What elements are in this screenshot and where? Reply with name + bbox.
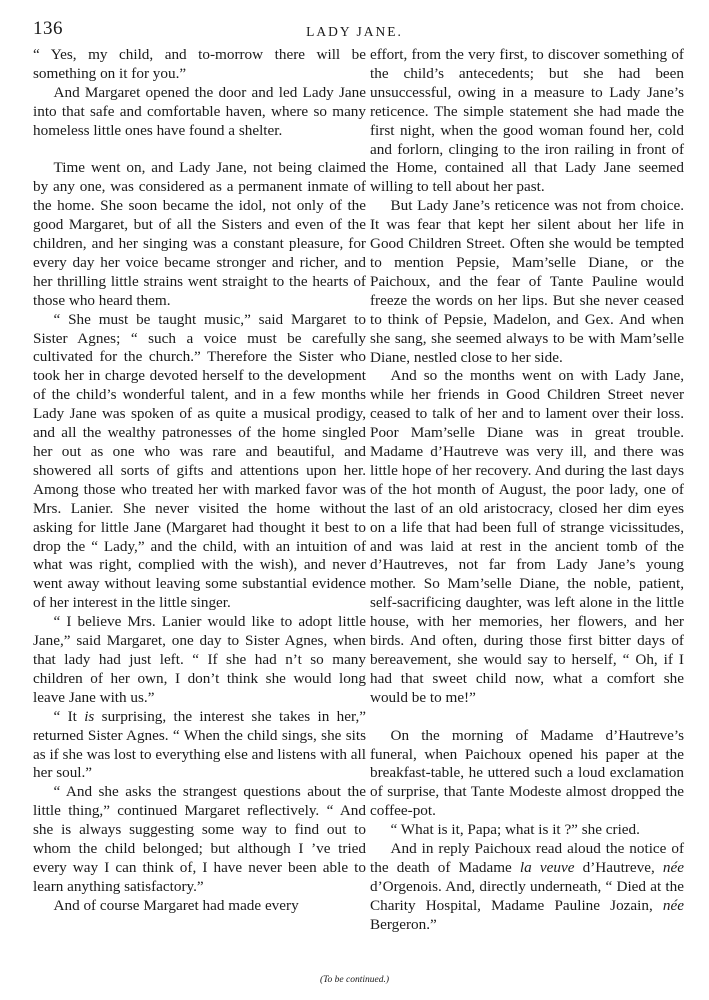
text-run: “ It <box>53 707 85 725</box>
paragraph: effort, from the very first, to discover something of the child’s antecedents; but she had been unsuccessful, owing in a measure to Lady Jane’s reticence. The simple statement she had made the first night, when the good woman found her, cold and forlorn, clinging to the iron railing in front of the Home, contained all that Lady Jane seemed willing to tell about her past. <box>370 46 684 196</box>
text-run: surprising, the interest she takes in her,” returned Sister Agnes. “ When the child sings, she sits as if she was lost to everything else and listens with all her soul.” <box>33 707 366 782</box>
paragraph <box>370 840 684 935</box>
section-break <box>33 141 366 160</box>
text-run: d’Hautreve, <box>574 858 663 876</box>
paragraph: And of course Margaret had made every <box>53 896 299 914</box>
emphasis: née <box>662 858 684 876</box>
continued-note: (To be continued.) <box>319 975 390 985</box>
page-number: 136 <box>33 18 63 39</box>
paragraph: But Lady Jane’s reticence was not from choice. It was fear that kept her silent about her life in Good Children Street. Often she would be tempted to mention Pepsie, Mam’selle Diane, or the Paichoux, and the fear of Tante Pauline would freeze the words on her lips. But she never ceased to think of Pepsie, Madelon, and Gex. And when she sang, she seemed always to be with Mam’selle Diane, nestled close to her side. <box>370 197 684 366</box>
section-break <box>370 708 684 727</box>
emphasis: née <box>662 896 684 914</box>
paragraph: Time went on, and Lady Jane, not being claimed by any one, was considered as a permanent inmate of the home. She soon became the idol, not only of the good Margaret, but of all the Sisters and even of the children, and her singing was a constant pleasure, for every day her voice became stronger and richer, and her thrilling little strains went straight to the hearts of those who heard them. <box>33 159 366 309</box>
paragraph: “ What is it, Papa; what is it ?” she cried. <box>390 821 640 839</box>
right-column <box>370 46 684 935</box>
paragraph: “ She must be taught music,” said Margaret to Sister Agnes; “ such a voice must be carefully cultivated for the church.” Therefore the Sister who took her in charge devoted herself to the development of the child’s wonderful talent, and in a few months Lady Jane was spoken of as quite a musical prodigy, and all the wealthy patronesses of the home singled her out as one who was rare and beautiful, and showered all sorts of gifts and attentions upon her. Among those who treated her with marked favor was Mrs. Lanier. She never visited the home without asking for little Jane (Margaret had thought it best to drop the “ Lady,” and the child, with an intuition of what was right, complied with the wish), and never went away without leaving some substantial evidence of her interest in the little singer. <box>33 310 366 612</box>
paragraph: And Margaret opened the door and led Lady Jane into that safe and comfortable haven, where so many homeless little ones have found a shelter. <box>33 83 366 139</box>
emphasis: la veuve <box>519 858 575 876</box>
paragraph: On the morning of Madame d’Hautreve’s funeral, when Paichoux opened his paper at the breakfast-table, he uttered such a loud exclamation of surprise, that Tante Modeste almost dropped the coffee-pot. <box>370 726 684 820</box>
emphasis: is <box>84 707 95 725</box>
paragraph: “ Yes, my child, and to-morrow there will be something on it for you.” <box>33 46 366 82</box>
page-header <box>0 0 709 48</box>
paragraph: “ And she asks the strangest questions about the little thing,” continued Margaret reflectively. “ And she is always suggesting some way to find out to whom the child belonged; but although I ’ve tried every way I can think of, I have never been able to learn anything satisfactory.” <box>33 783 366 895</box>
text-run: Bergeron.” <box>370 915 437 933</box>
text-run: d’Orgenois. And, directly underneath, “ Died at the Charity Hospital, Madame Pauline Jozain, <box>370 877 684 914</box>
running-title: LADY JANE. <box>306 24 403 39</box>
paragraph: “ I believe Mrs. Lanier would like to adopt little Jane,” said Margaret, one day to Sister Agnes, when that lady had just left. “ If she had n’t so many children of her own, I don’t think she would long leave Jane with us.” <box>33 613 366 706</box>
left-column <box>33 46 366 916</box>
paragraph: And so the months went on with Lady Jane, while her friends in Good Children Street never ceased to talk of her and to lament over their loss. Poor Mam’selle Diane was in great trouble. Madame d’Hautreve was very ill, and there was little hope of her recovery. And during the last days of the hot month of August, the poor lady, one of the last of an old aristocracy, closed her dim eyes on a life that had been full of strange vicissitudes, and was laid at rest in the ancient tomb of the d’Hautreves, not far from Lady Jane’s young mother. So Mam’selle Diane, the noble, patient, self-sacrificing daughter, was left alone in the little house, with her memories, her flowers, and her birds. And often, during those first bitter days of bereavement, she would say to herself, “ Oh, if I had that sweet child now, what a comfort she would be to me!” <box>370 367 684 706</box>
paragraph <box>33 708 366 784</box>
text-run: And in reply Paichoux read aloud the notice of the death of Madame <box>370 840 684 876</box>
